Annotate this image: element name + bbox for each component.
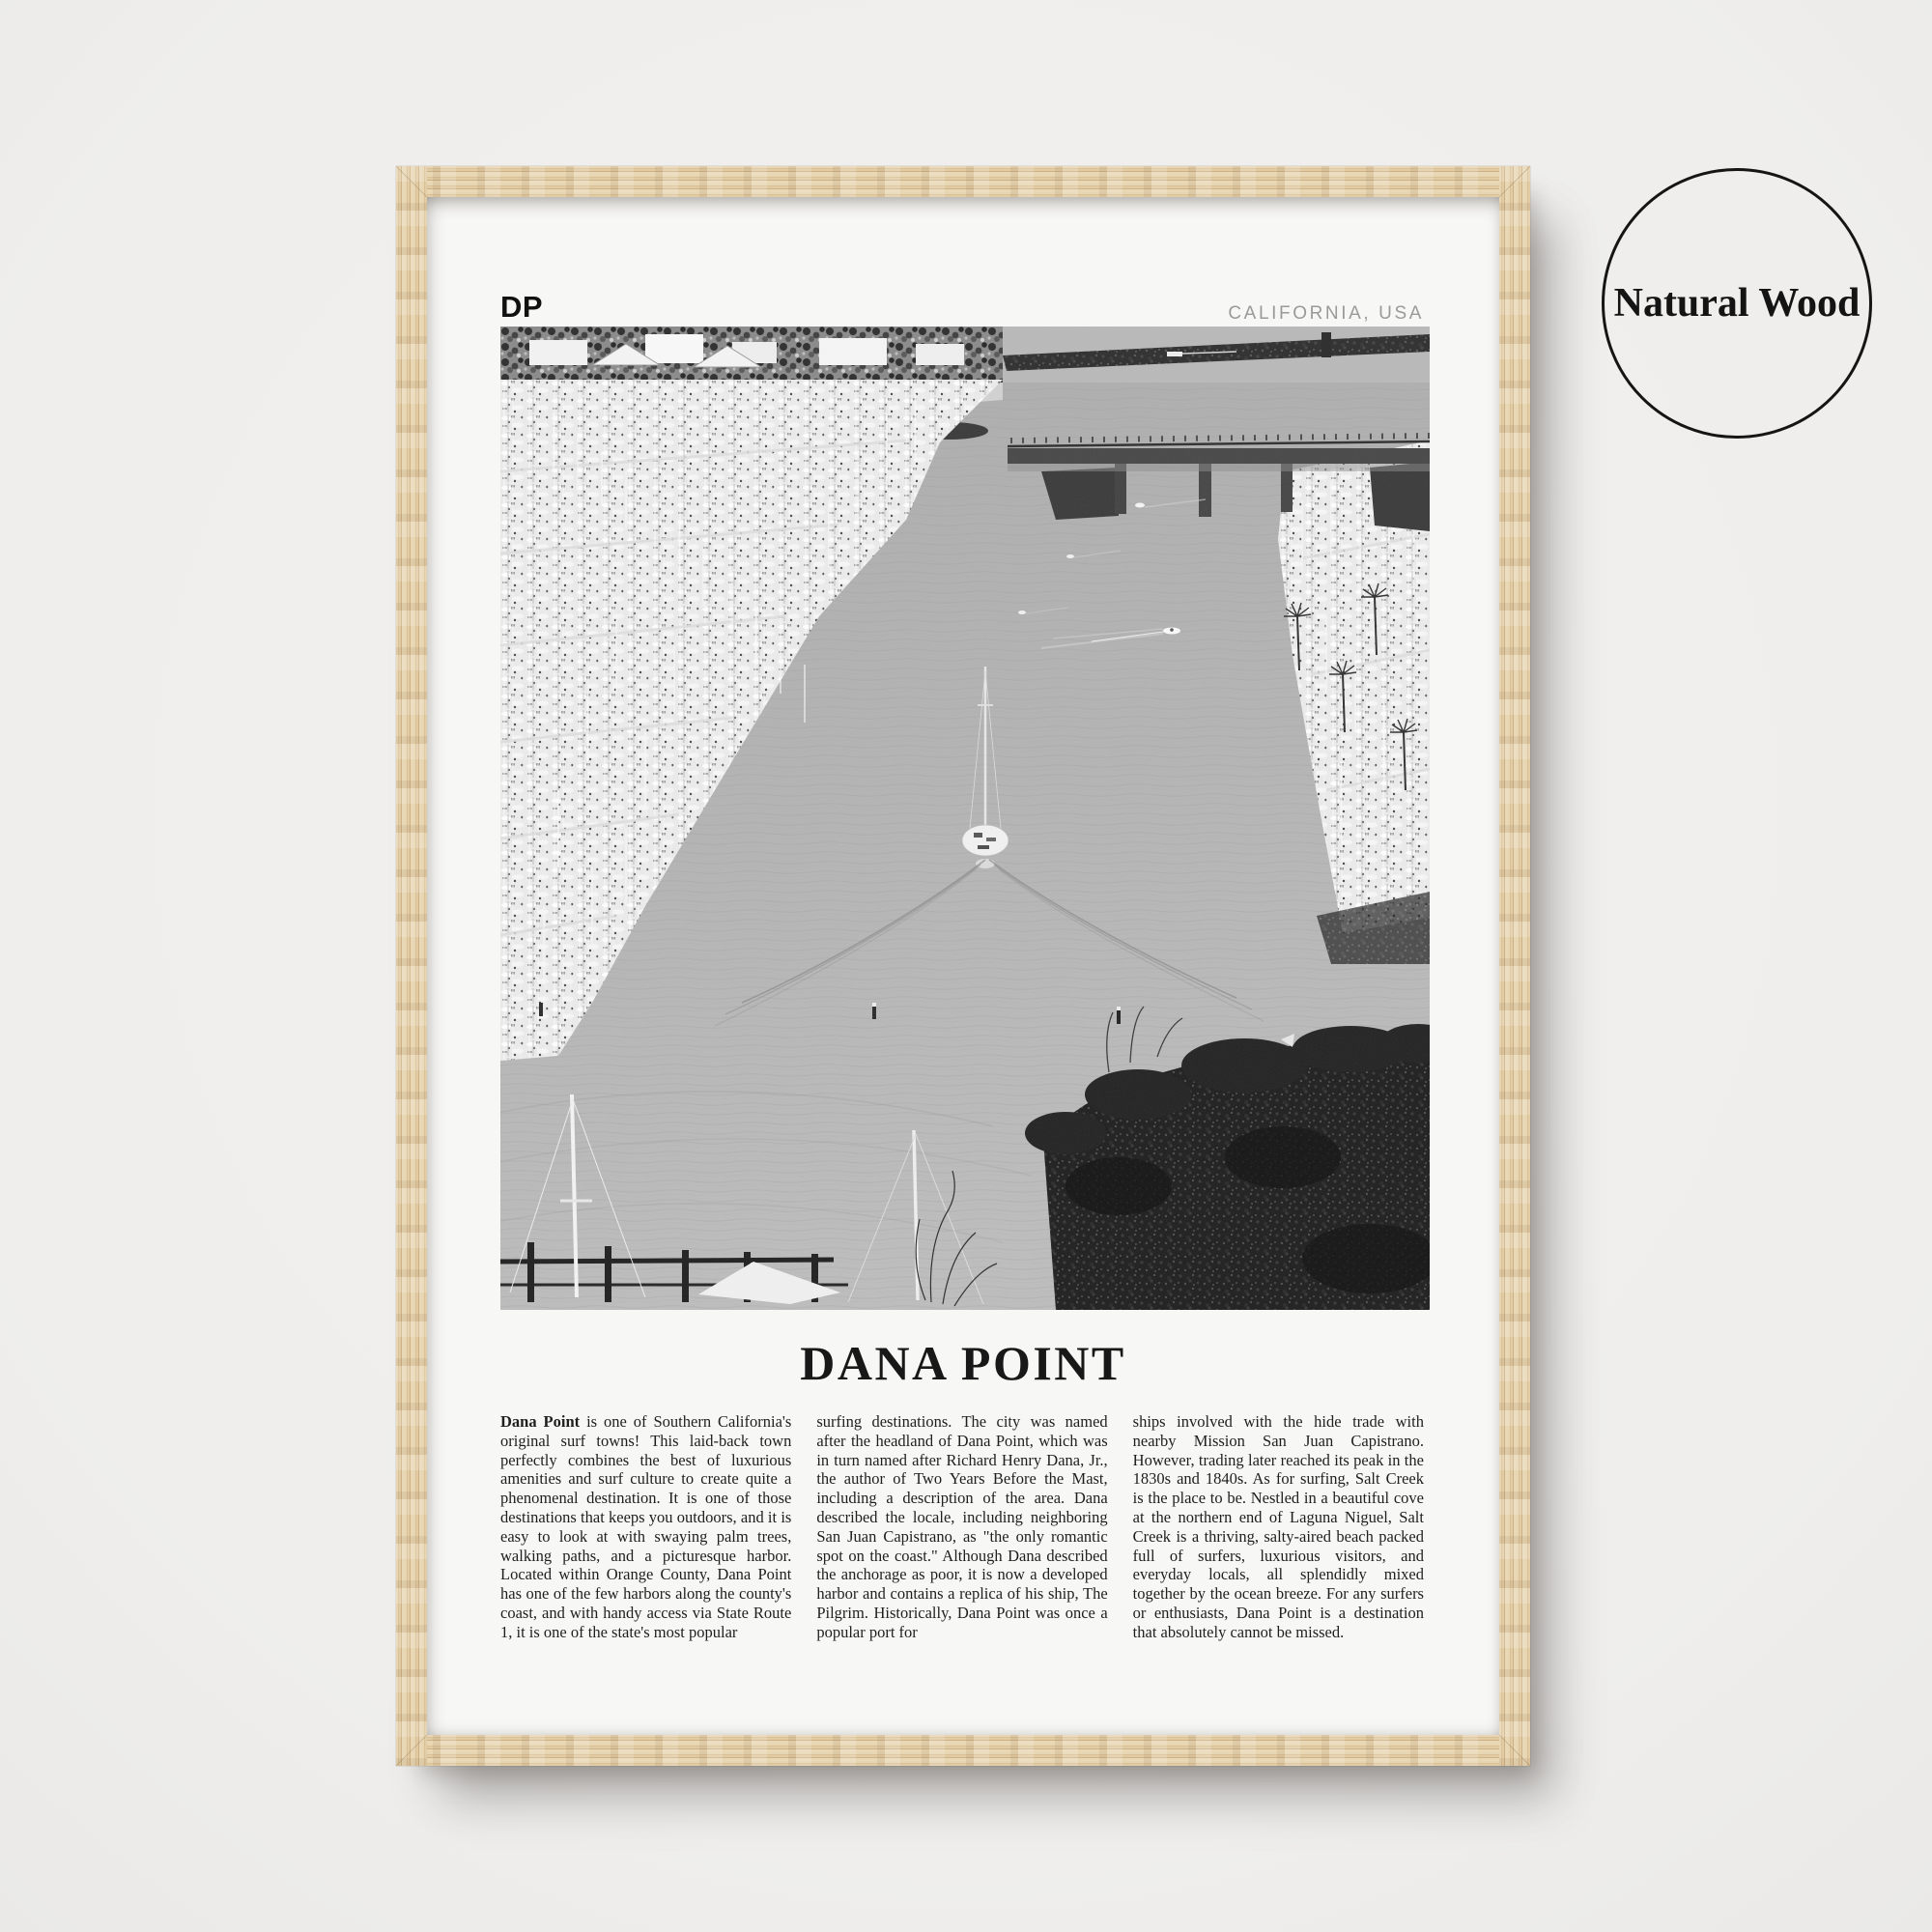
frame-miter-bottom-left xyxy=(396,1735,427,1766)
article-column-1-text: is one of Southern California's original surf towns! This laid-back town perfectly combines the best of luxurious amenities and surf culture to create quite a phenomenal destination. It is one of those destinations that keeps you outdoors, and it is easy to look at with swaying palm trees, walking paths, and a picturesque harbor. Located within Orange County, Dana Point has one of the few harbors along the county's coast, and with handy access via State Route 1, it is one of the state's most popular xyxy=(500,1412,792,1641)
poster xyxy=(427,197,1499,1735)
poster-article xyxy=(500,1412,1424,1642)
frame-bar-top xyxy=(396,166,1530,197)
poster-title: DANA POINT xyxy=(800,1336,1126,1390)
photo-grain xyxy=(500,327,1430,1310)
picture-frame xyxy=(396,166,1530,1766)
frame-bar-bottom xyxy=(396,1735,1530,1766)
frame-miter-top-right xyxy=(1499,166,1530,197)
article-column-1 xyxy=(500,1412,791,1642)
frame-miter-top-left xyxy=(396,166,427,197)
harbor-photo-illustration xyxy=(500,327,1430,1310)
frame-bar-right xyxy=(1499,166,1530,1766)
natural-wood-badge xyxy=(1602,168,1872,439)
badge-label: Natural Wood xyxy=(1613,281,1861,326)
poster-header xyxy=(500,286,1424,325)
article-column-2: surfing destinations. The city was named after the headland of Dana Point, which was in turn named after Richard Henry Dana, Jr., the author of Two Years Before the Mast, including a description of the area. Dana described the locale, including neighboring San Juan Capistrano, as "the only romantic spot on the coast." Although Dana described the anchorage as poor, it is now a developed harbor and contains a replica of his ship, The Pilgrim. Historically, Dana Point was once a popular port for xyxy=(816,1412,1108,1641)
frame-bar-left xyxy=(396,166,427,1766)
harbor-photo xyxy=(500,327,1430,1310)
poster-abbreviation: DP xyxy=(500,290,544,324)
frame-miter-bottom-right xyxy=(1499,1735,1530,1766)
poster-region-label: CALIFORNIA, USA xyxy=(1228,303,1424,324)
article-column-3: ships involved with the hide trade with nearby Mission San Juan Capistrano. However, trading later reached its peak in the 1830s and 1840s. As for surfing, Salt Creek is the place to be. Nestled in a beautiful cove at the northern end of Laguna Niguel, Salt Creek is a thriving, salty-aired beach packed full of surfers, luxurious visitors, and everyday locals, all splendidly mixed together by the ocean breeze. For any surfers or enthusiasts, Dana Point is a destination that absolutely cannot be missed. xyxy=(1132,1412,1424,1641)
article-lead: Dana Point xyxy=(500,1412,581,1431)
